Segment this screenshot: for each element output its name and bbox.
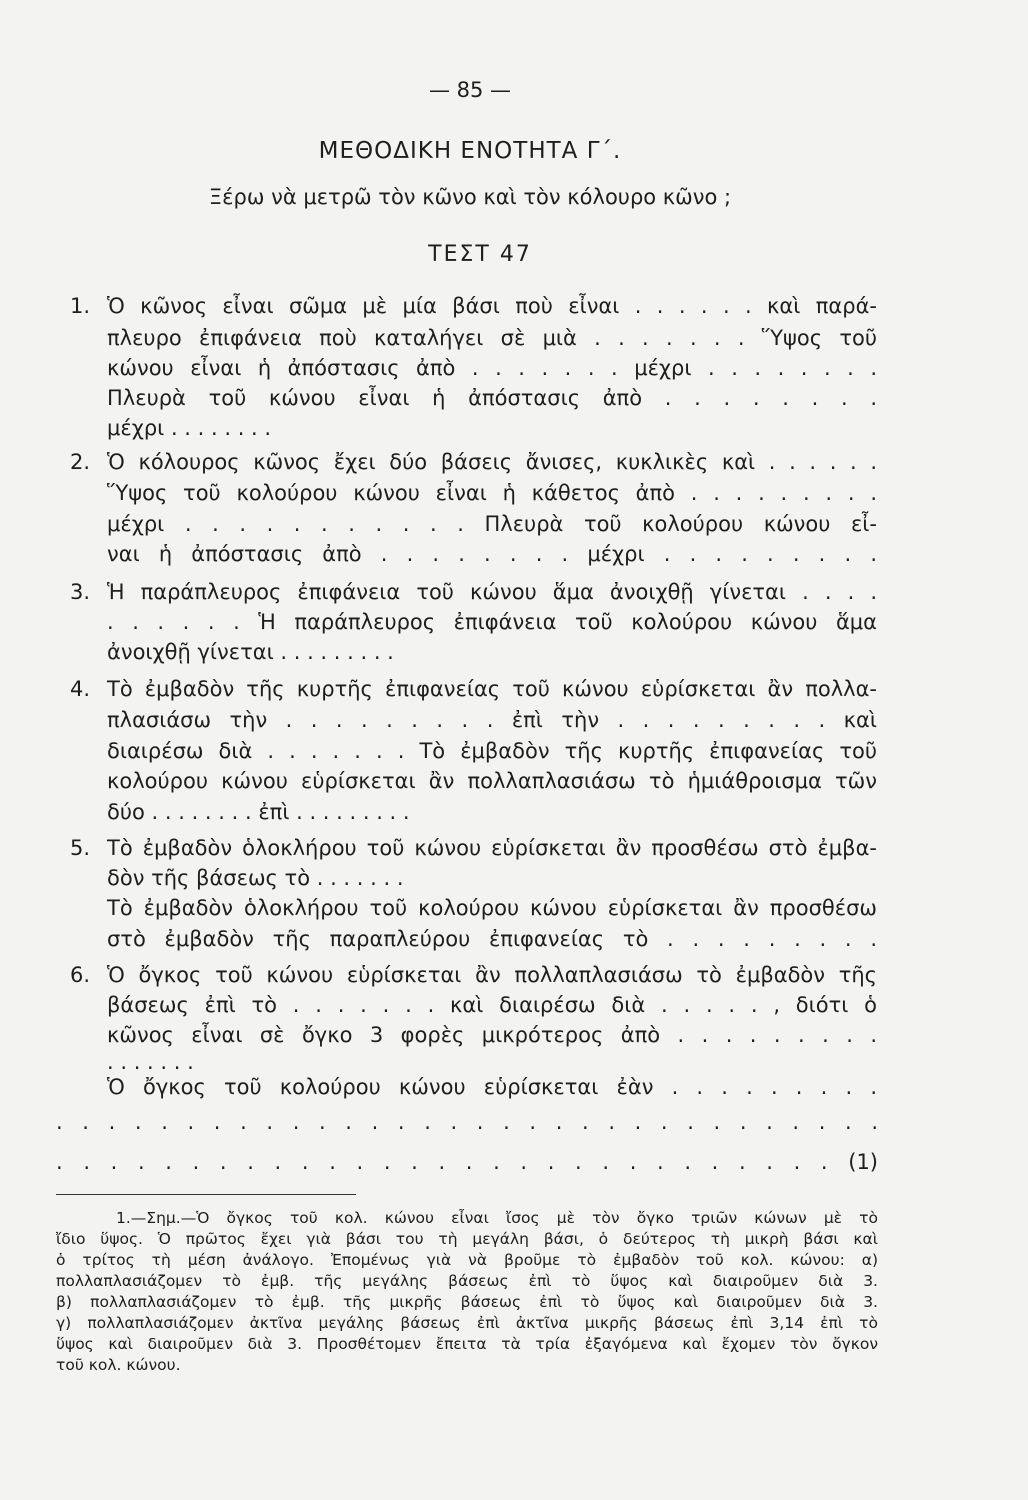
footnote-divider [56,1194,356,1195]
question-line: Ὁ κῶνος εἶναι σῶμα μὲ μία βάσι ποὺ εἶναι . . . . . . καὶ παρά- [107,294,877,318]
question-line: δύο . . . . . . . . ἐπὶ . . . . . . . . . [107,800,410,824]
question-line: Ὁ ὄγκος τοῦ κώνου εὑρίσκεται ἂν πολλαπλασιάσω τὸ ἐμβαδὸν τῆς [107,963,877,987]
page-number: — 85 — [428,78,512,102]
footnote-line: γ) πολλαπλασιάζομεν ἀκτῖνα μεγάλης βάσεως ἐπὶ ἀκτῖνα μικρῆς βάσεως ἐπὶ 3,14 ἐπὶ τὸ [56,1314,878,1332]
footnote-line: ἴδιο ὕψος. Ὁ πρῶτος ἔχει γιὰ βάσι του τὴ μεγάλη βάσι, ὁ δεύτερος τὴ μικρὴ βάσι καὶ [56,1230,878,1248]
question-line: Ἡ παράπλευρος ἐπιφάνεια τοῦ κώνου ἅμα ἀνοιχθῇ γίνεται . . . . [107,580,877,604]
footnote [56,1208,878,1376]
question-line: κῶνος εἶναι σὲ ὄγκο 3 φορὲς μικρότερος ἀπὸ . . . . . . . . . [107,1023,877,1047]
footnote-line: ὁ τρίτος τὴ μέση ἀνάλογο. Ἐπομένως γιὰ νὰ βροῦμε τὸ ἐμβαδὸν τοῦ κολ. κώνου: α) [56,1251,878,1269]
question-line: βάσεως ἐπὶ τὸ . . . . . . . καὶ διαιρέσω διὰ . . . . . , διότι ὁ [107,993,877,1017]
question-number: 5. [70,836,91,860]
question-line: . . . . . . . . . . . . . . . . . . . . . . . . . . . . . (1) [56,1150,878,1174]
question-line: Τὸ ἐμβαδὸν ὁλοκλήρου τοῦ κολούρου κώνου εὑρίσκεται ἂν προσθέσω [107,896,877,920]
question-number: 3. [70,580,91,604]
question-line: μέχρι . . . . . . . . [107,416,272,440]
question-number: 2. [70,450,91,474]
question-line: στὸ ἐμβαδὸν τῆς παραπλεύρου ἐπιφανείας τὸ . . . . . . . . . [107,927,877,951]
question-line: κολούρου κώνου εὑρίσκεται ἂν πολλαπλασιάσω τὸ ἡμιάθροισμα τῶν [107,769,877,793]
question-line: πλασιάσω τὴν . . . . . . . . . ἐπὶ τὴν . . . . . . . . . καὶ [107,708,877,732]
question-line: . . . . . . . [107,1050,194,1074]
question-line: πλευρο ἐπιφάνεια ποὺ καταλήγει σὲ μιὰ . . . . . . . Ὕψος τοῦ [107,326,877,350]
footnote-line: τοῦ κολ. κώνου. [56,1356,181,1374]
footnote-line: β) πολλαπλασιάζομεν τὸ ἐμβ. τῆς μικρῆς βάσεως ἐπὶ τὸ ὕψος καὶ διαιροῦμεν διὰ 3. [56,1293,878,1311]
question-line: . . . . . . . . . . . . . . . . . . . . . . . . . . . . . . . . [56,1110,878,1134]
footnote-line: πολλαπλασιάζομεν τὸ ἐμβ. τῆς μεγάλης βάσεως ἐπὶ τὸ ὕψος καὶ διαιροῦμεν διὰ 3. [56,1272,878,1290]
question-number: 4. [70,677,91,701]
question-line: Τὸ ἐμβαδὸν ὁλοκλήρου τοῦ κώνου εὑρίσκεται ἂν προσθέσω στὸ ἐμβα- [107,836,877,860]
unit-title: ΜΕΘΟΔΙΚΗ ΕΝΟΤΗΤΑ Γ΄. [318,138,622,164]
test-title: ΤΕΣΤ 47 [428,242,532,267]
question-line: . . . . . . Ἡ παράπλευρος ἐπιφάνεια τοῦ κολούρου κώνου ἅμα [107,610,877,634]
footnote-line: 1.—Σημ.—Ὁ ὄγκος τοῦ κολ. κώνου εἶναι ἴσος μὲ τὸν ὄγκο τριῶν κώνων μὲ τὸ [116,1209,878,1227]
question-line: ἀνοιχθῇ γίνεται . . . . . . . . . [107,640,394,664]
question-line: Πλευρὰ τοῦ κώνου εἶναι ἡ ἀπόστασις ἀπὸ . . . . . . . . [107,386,877,410]
question-line: Ὕψος τοῦ κολούρου κώνου εἶναι ἡ κάθετος ἀπὸ . . . . . . . . . [107,481,877,505]
footnote-line: ὕψος καὶ διαιροῦμεν διὰ 3. Προσθέτομεν ἔπειτα τὰ τρία ἐξαγόμενα καὶ ἔχομεν τὸν ὄγκον [56,1335,878,1353]
question-line: Ὁ ὄγκος τοῦ κολούρου κώνου εὑρίσκεται ἐὰν . . . . . . . . . [107,1075,877,1099]
question-line: διαιρέσω διὰ . . . . . . . Τὸ ἐμβαδὸν τῆς κυρτῆς ἐπιφανείας τοῦ [107,739,877,763]
question-line: ναι ἡ ἀπόστασις ἀπὸ . . . . . . . . μέχρι . . . . . . . . . [107,542,877,566]
question-line: μέχρι . . . . . . . . . . . Πλευρὰ τοῦ κολούρου κώνου εἶ- [107,512,877,536]
question-line: Τὸ ἐμβαδὸν τῆς κυρτῆς ἐπιφανείας τοῦ κώνου εὑρίσκεται ἂν πολλα- [107,677,877,701]
question-number: 1. [70,294,91,318]
subtitle: Ξέρω νὰ μετρῶ τὸν κῶνο καὶ τὸν κόλουρο κῶνο ; [208,185,732,209]
question-number: 6. [70,963,91,987]
question-line: Ὁ κόλουρος κῶνος ἔχει δύο βάσεις ἄνισες, κυκλικὲς καὶ . . . . . . [107,450,877,474]
question-line: κώνου εἶναι ἡ ἀπόστασις ἀπὸ . . . . . . . μέχρι . . . . . . . . [107,356,877,380]
question-line: δὸν τῆς βάσεως τὸ . . . . . . . [107,866,404,890]
